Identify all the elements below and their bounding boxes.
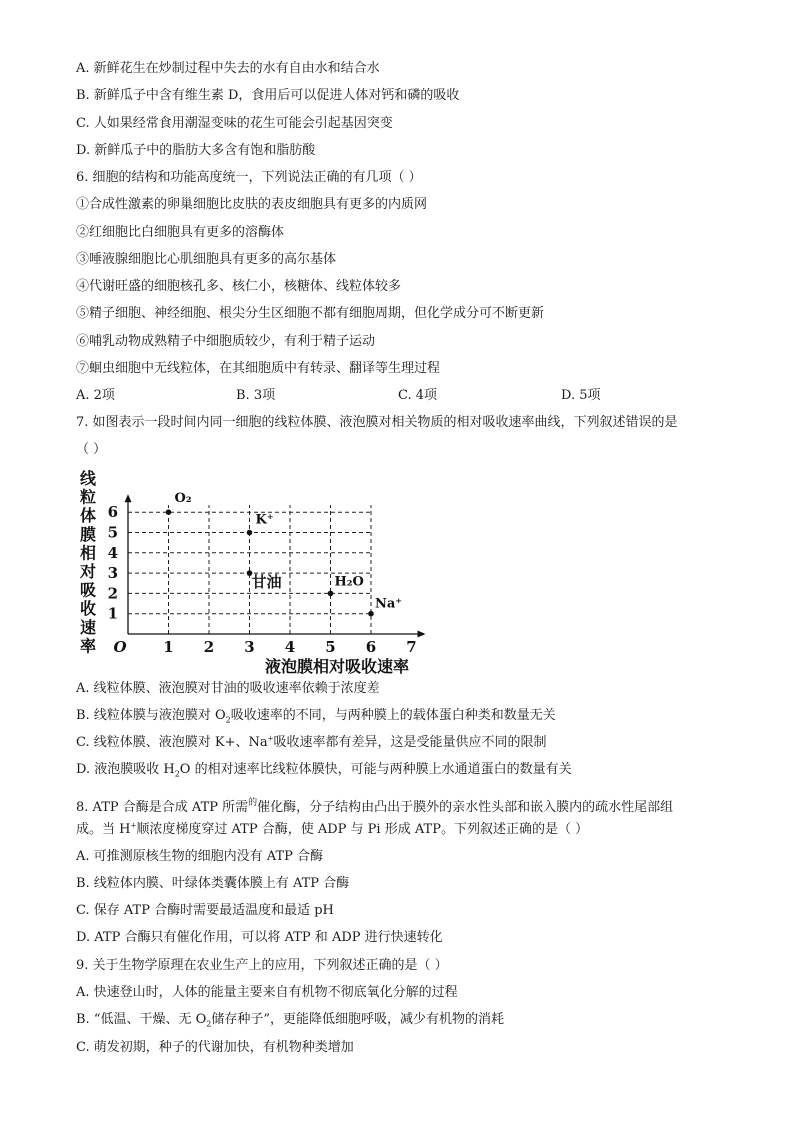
q5-option-b: B. 新鲜瓜子中含有维生素 D，食用后可以促进人体对钙和磷的吸收	[76, 88, 460, 103]
q8-option-d: D. ATP 合酶只有催化作用，可以将 ATP 和 ADP 进行快速转化	[76, 930, 443, 945]
q9-option-a: A. 快速登山时，人体的能量主要来自有机物不彻底氧化分解的过程	[76, 985, 458, 1000]
q6-item-1: ①合成性激素的卵巢细胞比皮肤的表皮细胞具有更多的内质网	[76, 197, 428, 212]
x-tick-label: 6	[365, 638, 377, 656]
data-point	[368, 611, 374, 617]
y-tick-label: 6	[107, 503, 118, 522]
chart-y-axis-label	[79, 469, 97, 655]
y-tick-label: 1	[107, 604, 118, 623]
x-tick-label: 1	[163, 638, 174, 656]
q9-option-b: B. “低温、干燥、无 $O_2$储存种子”，更能降低细胞呼吸，减少有机物的消耗	[76, 1012, 505, 1029]
x-axis-arrow	[418, 631, 426, 638]
chart-origin-label: O	[113, 638, 127, 656]
chart-points	[166, 491, 402, 616]
q8-option-b: B. 线粒体内膜、叶绿体类囊体膜上有 ATP 合酶	[76, 876, 350, 891]
q6-item-4: ④代谢旺盛的细胞核孔多、核仁小，核糖体、线粒体较多	[76, 279, 402, 294]
q7-stem: 7. 如图表示一段时间内同一细胞的线粒体膜、液泡膜对相关物质的相对吸收速率曲线，下列叙述错误的是	[76, 415, 678, 430]
q6-item-5: ⑤精子细胞、神经细胞、根尖分生区细胞不都有细胞周期，但化学成分可不断更新	[76, 306, 545, 321]
y-axis-label-char: 率	[79, 636, 97, 656]
q6-option-d: D. 5项	[561, 388, 601, 403]
y-axis-label-char: 收	[79, 599, 97, 619]
y-axis-label-char: 粒	[79, 487, 97, 507]
y-tick-label: 5	[107, 523, 118, 542]
q7-option-b: B. 线粒体膜与液泡膜对 $O_2$吸收速率的不同，与两种膜上的载体蛋白种类和数量无关	[76, 708, 556, 725]
q8-stem-line-2: 成。当 H+顺浓度梯度穿过 ATP 合酶，使 ADP 与 Pi 形成 ATP。下列叙述正确的是（ ）	[76, 821, 589, 837]
q8-option-a: A. 可推测原核生物的细胞内没有 ATP 合酶	[76, 849, 324, 864]
q9-stem: 9. 关于生物学原理在农业生产上的应用，下列叙述正确的是（ ）	[76, 958, 448, 973]
q8-option-c: C. 保存 ATP 合酶时需要最适温度和最适 pH	[76, 903, 334, 918]
y-axis-label-char: 线	[79, 469, 97, 488]
q6-item-2: ②红细胞比白细胞具有更多的溶酶体	[76, 225, 285, 240]
x-tick-label: 2	[203, 638, 215, 656]
q5-option-c: C. 人如果经常食用潮湿变味的花生可能会引起基因突变	[76, 116, 393, 131]
q7-option-c: C. 线粒体膜、液泡膜对 K+、Na+吸收速率都有差异，这是受能量供应不同的限制	[76, 734, 547, 750]
y-tick-label: 2	[107, 584, 118, 603]
data-point-label: Na⁺	[375, 596, 403, 612]
q9-option-c: C. 萌发初期，种子的代谢加快，有机物种类增加	[76, 1040, 354, 1055]
q7-option-a: A. 线粒体膜、液泡膜对甘油的吸收速率依赖于浓度差	[76, 681, 380, 696]
x-tick-label: 7	[406, 638, 417, 656]
y-axis-label-char: 相	[79, 543, 97, 563]
q5-option-a: A. 新鲜花生在炒制过程中失去的水有自由水和结合水	[76, 61, 380, 76]
data-point-label: O₂	[174, 491, 192, 507]
y-tick-label: 4	[107, 543, 118, 562]
chart-axes	[125, 494, 426, 637]
q7-option-d: D. 液泡膜吸收 $H_2O$ 的相对速率比线粒体膜快，可能与两种膜上水通道蛋白的数量有关	[76, 762, 572, 779]
q6-item-6: ⑥哺乳动物成熟精子中细胞质较少，有利于精子运动	[76, 334, 376, 349]
q8-stem-line-1: 8. ATP 合酶是合成 ATP 所需$^的$催化酶，分子结构由凸出于膜外的亲水性头部和嵌入膜内的疏水性尾部组	[76, 798, 674, 815]
q6-item-3: ③唾液腺细胞比心肌细胞具有更多的高尔基体	[76, 252, 337, 267]
q6-option-a: A. 2项	[76, 388, 115, 403]
y-tick-label: 3	[107, 564, 118, 583]
chart-x-axis-label: 液泡膜相对吸收速率	[265, 657, 410, 676]
q6-item-7: ⑦蛔虫细胞中无线粒体，在其细胞质中有转录、翻译等生理过程	[76, 361, 441, 376]
data-point-label: K⁺	[255, 512, 274, 528]
absorption-rate-chart	[70, 466, 430, 676]
y-axis-label-char: 速	[79, 617, 97, 637]
chart-grid	[128, 505, 371, 634]
q6-option-b: B. 3项	[236, 388, 276, 403]
data-point-label: 甘油	[251, 573, 282, 592]
y-axis-label-char: 吸	[79, 580, 97, 600]
x-tick-label: 3	[244, 638, 255, 656]
y-axis-arrow	[125, 494, 132, 502]
y-axis-label-char: 膜	[79, 524, 97, 544]
q6-option-c: C. 4项	[398, 388, 438, 403]
q6-stem: 6. 细胞的结构和功能高度统一，下列说法正确的有几项（ ）	[76, 170, 422, 185]
x-tick-label: 5	[325, 638, 336, 656]
y-axis-label-char: 体	[79, 506, 97, 526]
x-tick-label: 4	[284, 638, 296, 656]
data-point	[328, 591, 334, 597]
q5-option-d: D. 新鲜瓜子中的脂肪大多含有饱和脂肪酸	[76, 143, 316, 158]
data-point	[166, 509, 172, 515]
data-point-label: H₂O	[334, 574, 364, 590]
data-point	[247, 530, 253, 536]
y-axis-label-char: 对	[79, 562, 97, 581]
q7-paren: （ ）	[76, 442, 107, 457]
